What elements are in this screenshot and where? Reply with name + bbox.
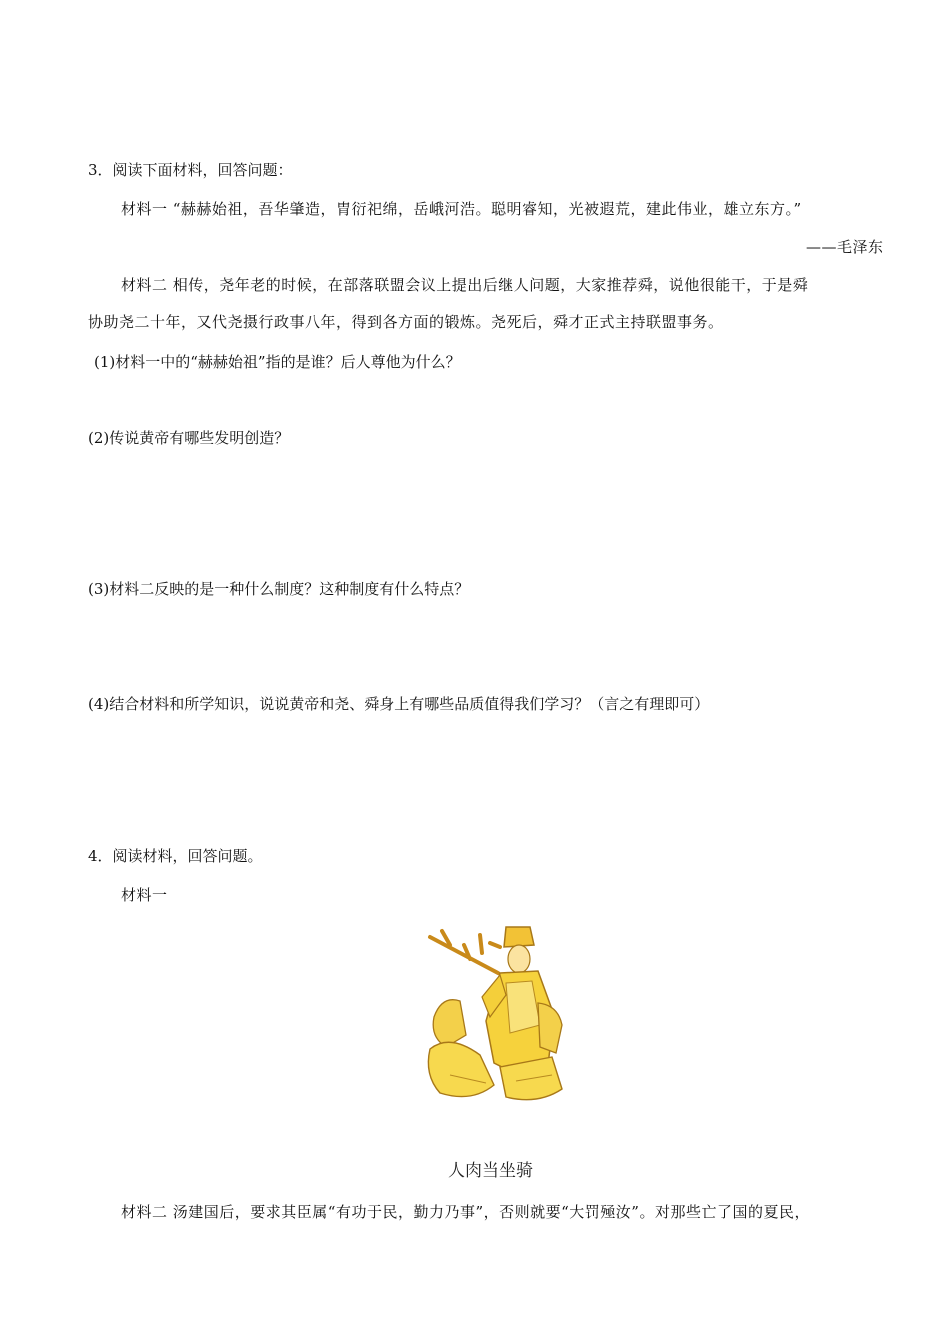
q3-material1-source: ——毛泽东 bbox=[806, 238, 884, 256]
q3-subquestion-4: (4)结合材料和所学知识，说说黄帝和尧、舜身上有哪些品质值得我们学习？（言之有理即可） bbox=[88, 695, 710, 713]
q4-prompt: 4．阅读材料，回答问题。 bbox=[88, 847, 263, 865]
q3-subquestion-1: (1)材料一中的“赫赫始祖”指的是谁？后人尊他为什么？ bbox=[94, 353, 461, 371]
image-caption: 人肉当坐骑 bbox=[448, 1161, 533, 1181]
q4-material1-label: 材料一 bbox=[121, 886, 168, 904]
q4-material2-text: 材料二 汤建国后，要求其臣属“有功于民，勤力乃事”，否则就要“大罚殛汝”。对那些亡了国的夏民， bbox=[121, 1203, 810, 1221]
q3-prompt: 3．阅读下面材料，回答问题： bbox=[88, 161, 293, 179]
q3-subquestion-2: (2)传说黄帝有哪些发明创造？ bbox=[88, 429, 290, 447]
q3-subquestion-3: (3)材料二反映的是一种什么制度？这种制度有什么特点？ bbox=[88, 580, 470, 598]
q3-material2-line1: 材料二 相传，尧年老的时候，在部落联盟会议上提出后继人问题，大家推荐舜，说他很能干，于是舜 bbox=[121, 276, 809, 294]
q3-material1-text: 材料一 “赫赫始祖，吾华肇造，胄衍祀绵，岳峨河浩。聪明睿知，光被遐荒，建此伟业，雄立东方。” bbox=[121, 200, 802, 218]
q3-material2-line2: 协助尧二十年，又代尧摄行政事八年，得到各方面的锻炼。尧死后，舜才正式主持联盟事务。 bbox=[88, 313, 724, 331]
ruler-on-human-mount-illustration bbox=[420, 925, 565, 1105]
